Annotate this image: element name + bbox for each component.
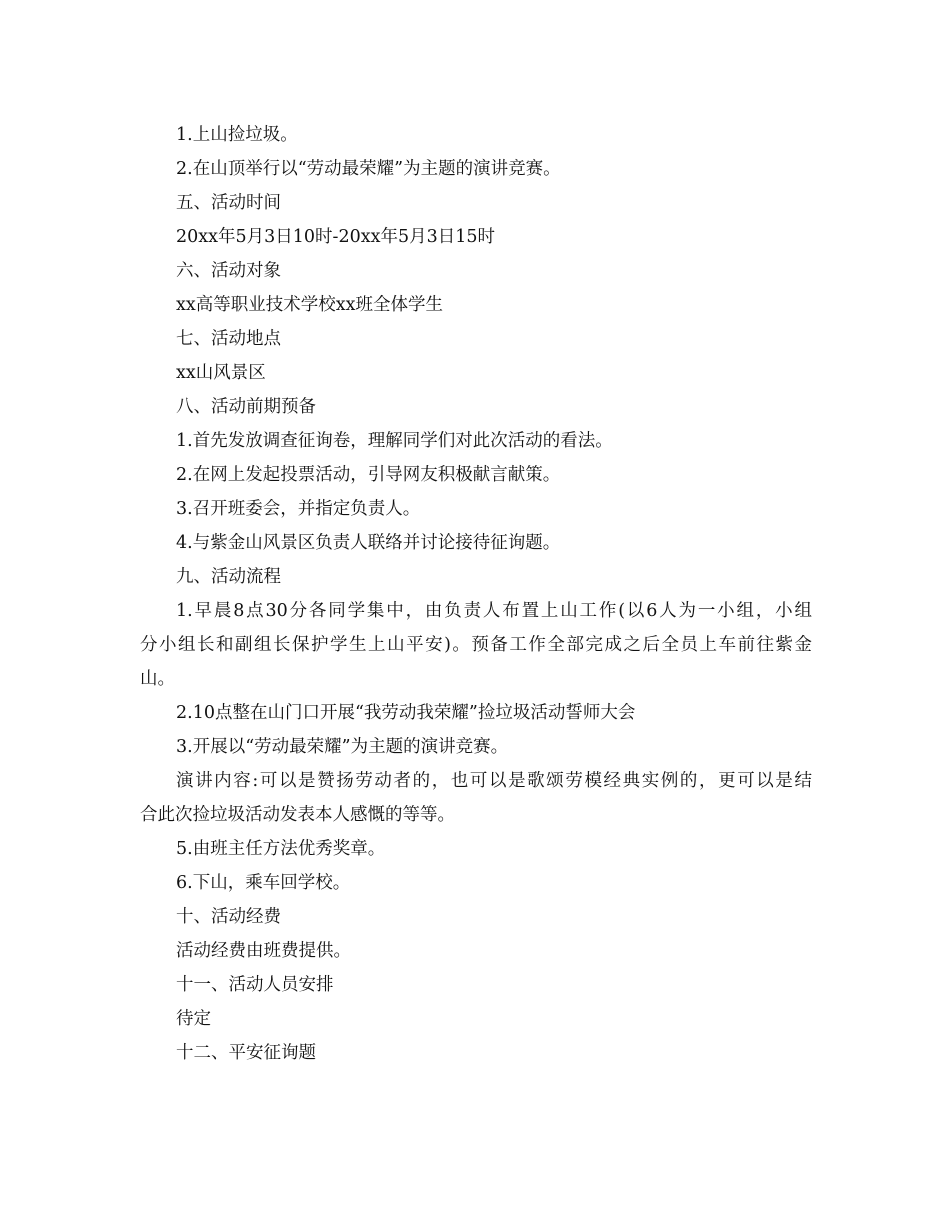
list-item: 3.开展以“劳动最荣耀”为主题的演讲竞赛。	[176, 737, 509, 757]
list-item: 1.首先发放调查征询卷，理解同学们对此次活动的看法。	[176, 431, 613, 451]
list-item: 1.上山捡垃圾。	[176, 125, 298, 145]
list-item: 6.下山，乘车回学校。	[176, 873, 351, 893]
section-heading: 十一、活动人员安排	[176, 975, 334, 995]
paragraph-line: 山。	[140, 669, 175, 689]
list-item: 3.召开班委会，并指定负责人。	[176, 499, 421, 519]
body-text: 活动经费由班费提供。	[176, 941, 351, 961]
body-text: 20xx年5月3日10时-20xx年5月3日15时	[176, 227, 495, 247]
list-item: 4.与紫金山风景区负责人联络并讨论接待征询题。	[176, 533, 561, 553]
section-heading: 九、活动流程	[176, 567, 281, 587]
paragraph-line: 演讲内容:可以是赞扬劳动者的，也可以是歌颂劳模经典实例的，更可以是结	[176, 771, 812, 791]
list-item: 2.在山顶举行以“劳动最荣耀”为主题的演讲竞赛。	[176, 159, 561, 179]
section-heading: 七、活动地点	[176, 329, 281, 349]
list-item: 2.在网上发起投票活动，引导网友积极献言献策。	[176, 465, 561, 485]
flow-paragraph	[140, 594, 812, 696]
body-text: xx高等职业技术学校xx班全体学生	[176, 295, 443, 315]
speech-paragraph	[140, 764, 812, 832]
list-item: 2.10点整在山门口开展“我劳动我荣耀”捡垃圾活动誓师大会	[176, 703, 636, 723]
paragraph-line: 合此次捡垃圾活动发表本人感慨的等等。	[140, 805, 455, 825]
list-item: 5.由班主任方法优秀奖章。	[176, 839, 386, 859]
section-heading: 五、活动时间	[176, 193, 281, 213]
paragraph-line: 分小组长和副组长保护学生上山平安)。预备工作全部完成之后全员上车前往紫金	[140, 635, 812, 655]
section-heading: 十、活动经费	[176, 907, 281, 927]
body-text: xx山风景区	[176, 363, 266, 383]
document-body	[140, 118, 812, 1070]
section-heading: 十二、平安征询题	[176, 1043, 316, 1063]
paragraph-line: 1.早晨8点30分各同学集中，由负责人布置上山工作(以6人为一小组，小组	[176, 601, 812, 621]
section-heading: 八、活动前期预备	[176, 397, 316, 417]
body-text: 待定	[176, 1009, 211, 1029]
section-heading: 六、活动对象	[176, 261, 281, 281]
